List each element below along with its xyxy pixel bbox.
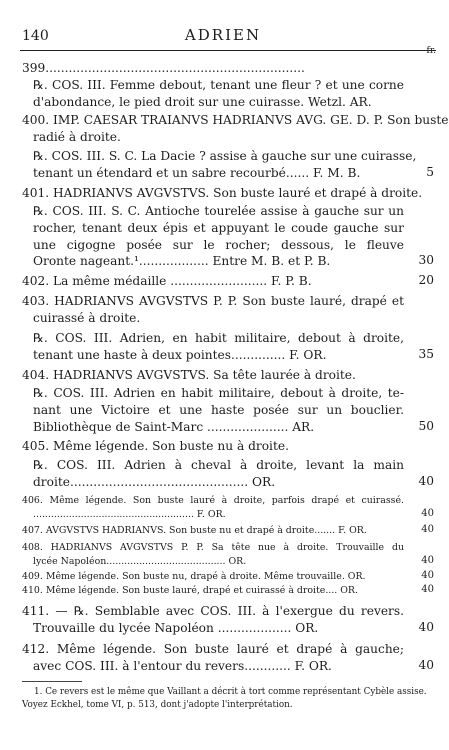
entry-line: 402. La même médaille ......................... F. P. B. <box>22 274 312 288</box>
entry-line: Trouvaille du lycée Napoléon ................... OR. <box>33 620 319 635</box>
catalog-entry <box>22 570 404 584</box>
entry-line: ...................................................... F. OR. <box>33 508 226 520</box>
entry-line: tenant un étendard et un sabre recourbé...... F. M. B. <box>33 165 361 180</box>
catalog-entry <box>22 603 404 637</box>
catalog-entry <box>22 185 423 202</box>
entry-line: 408. HADRIANVS AVGVSTVS P. P. Sa tête nue à droite. Trouvaille du <box>22 542 404 553</box>
price-value: 40 <box>421 507 434 519</box>
price-value: 20 <box>418 273 434 287</box>
catalog-entry <box>22 148 417 182</box>
price-value: 40 <box>418 619 434 634</box>
page-title: ADRIEN <box>184 26 262 44</box>
entry-line: Oronte nageant.¹.................. Entre M. B. et P. B. <box>33 254 331 269</box>
entry-line: 400. IMP. CAESAR TRAIANVS HADRIANVS AVG. GE. D. P. Son buste <box>22 113 449 127</box>
footnote-line: Voyez Eckhel, tome VI, p. 513, dont j'adopte l'interprétation. <box>22 700 293 710</box>
entry-line: avec COS. III. à l'entour du revers............ F. OR. <box>33 658 332 673</box>
entry-line: une cigogne posée sur le rocher; dessous, le fleuve <box>33 237 404 252</box>
catalog-entry <box>22 641 404 675</box>
column-marker: fr. <box>426 46 436 56</box>
price-value: 40 <box>421 570 434 581</box>
catalog-entry <box>22 367 404 384</box>
entry-line: tenant une haste à deux pointes.............. F. OR. <box>33 347 327 362</box>
entry-line: 401. HADRIANVS AVGVSTVS. Son buste lauré et drapé à droite. <box>22 186 423 200</box>
catalog-entry <box>22 293 404 327</box>
entry-line: radié à droite. <box>33 129 121 144</box>
entry-line: droite.............................................. OR. <box>33 474 276 489</box>
entry-line: rocher, tenant deux épis et appuyant le coude gauche sur <box>33 220 404 235</box>
entry-line: d'abondance, le pied droit sur une cuirasse. Wetzl. AR. <box>33 94 372 109</box>
entry-line: ℞. COS. III. S. C. Antioche tourelée assise à gauche sur un <box>33 204 404 218</box>
catalog-entry <box>22 457 404 491</box>
catalog-entry <box>22 494 404 521</box>
entry-line: ℞. COS. III. Adrien en habit militaire, debout à droite, te- <box>33 386 404 400</box>
price-value: 40 <box>421 554 434 566</box>
entry-line: ℞. COS. III. Femme debout, tenant une fleur ? et une corne <box>33 77 404 92</box>
entry-line: 410. Même légende. Son buste lauré, drapé et cuirassé à droite.... OR. <box>22 585 358 596</box>
price-value: 40 <box>421 524 434 535</box>
header-rule <box>20 50 436 51</box>
entry-line: lycée Napoléon........................................ OR. <box>33 555 247 567</box>
catalog-entry <box>22 112 449 146</box>
footnote <box>22 686 432 712</box>
entry-line: Bibliothèque de Saint-Marc ..................... AR. <box>33 419 315 434</box>
catalog-entry <box>22 330 404 364</box>
price-value: 40 <box>418 473 434 488</box>
catalog-entry <box>22 524 404 538</box>
price-value: 40 <box>421 584 434 595</box>
catalog-entry <box>22 60 404 110</box>
catalog-entry <box>22 273 404 290</box>
entry-line: ℞. COS. III. Adrien à cheval à droite, levant la main <box>33 458 404 472</box>
entry-line: 412. Même légende. Son buste lauré et drapé à gauche; <box>22 642 404 656</box>
entry-line: 409. Même légende. Son buste nu, drapé à droite. Même trouvaille. OR. <box>22 571 366 582</box>
page-number: 140 <box>22 28 49 44</box>
footnote-line: 1. Ce revers est le même que Vaillant a décrit à tort comme représentant Cybèle assise. <box>34 687 427 697</box>
entry-line: cuirassé à droite. <box>33 310 141 325</box>
catalog-entry <box>22 438 404 455</box>
catalog-entry <box>22 541 404 568</box>
entry-line: ℞. COS. III. Adrien, en habit militaire, debout à droite, <box>33 331 404 345</box>
entry-line: 407. AVGVSTVS HADRIANVS. Son buste nu et drapé à droite....... F. OR. <box>22 525 367 536</box>
entry-line: 399................................................................... <box>22 61 305 75</box>
price-value: 30 <box>418 253 434 268</box>
price-value: 40 <box>418 657 434 672</box>
catalog-entry <box>22 385 404 435</box>
entry-line: nant une Victoire et une haste posée sur un bouclier. <box>33 402 404 417</box>
price-value: 5 <box>426 164 434 179</box>
catalog-entry <box>22 203 404 270</box>
entry-line: 404. HADRIANVS AVGVSTVS. Sa tête laurée à droite. <box>22 368 356 382</box>
entry-line: 406. Même légende. Son buste lauré à droite, parfois drapé et cuirassé. <box>22 495 404 506</box>
entry-line: ℞. COS. III. S. C. La Dacie ? assise à gauche sur une cuirasse, <box>33 149 417 163</box>
footnote-rule <box>22 681 82 682</box>
catalog-entry <box>22 584 404 598</box>
price-value: 50 <box>418 418 434 433</box>
entry-line: 411. — ℞. Semblable avec COS. III. à l'exergue du revers. <box>22 604 404 618</box>
entry-line: 403. HADRIANVS AVGVSTVS P. P. Son buste lauré, drapé et <box>22 294 404 308</box>
price-value: 35 <box>418 346 434 361</box>
entry-line: 405. Même légende. Son buste nu à droite. <box>22 439 289 453</box>
